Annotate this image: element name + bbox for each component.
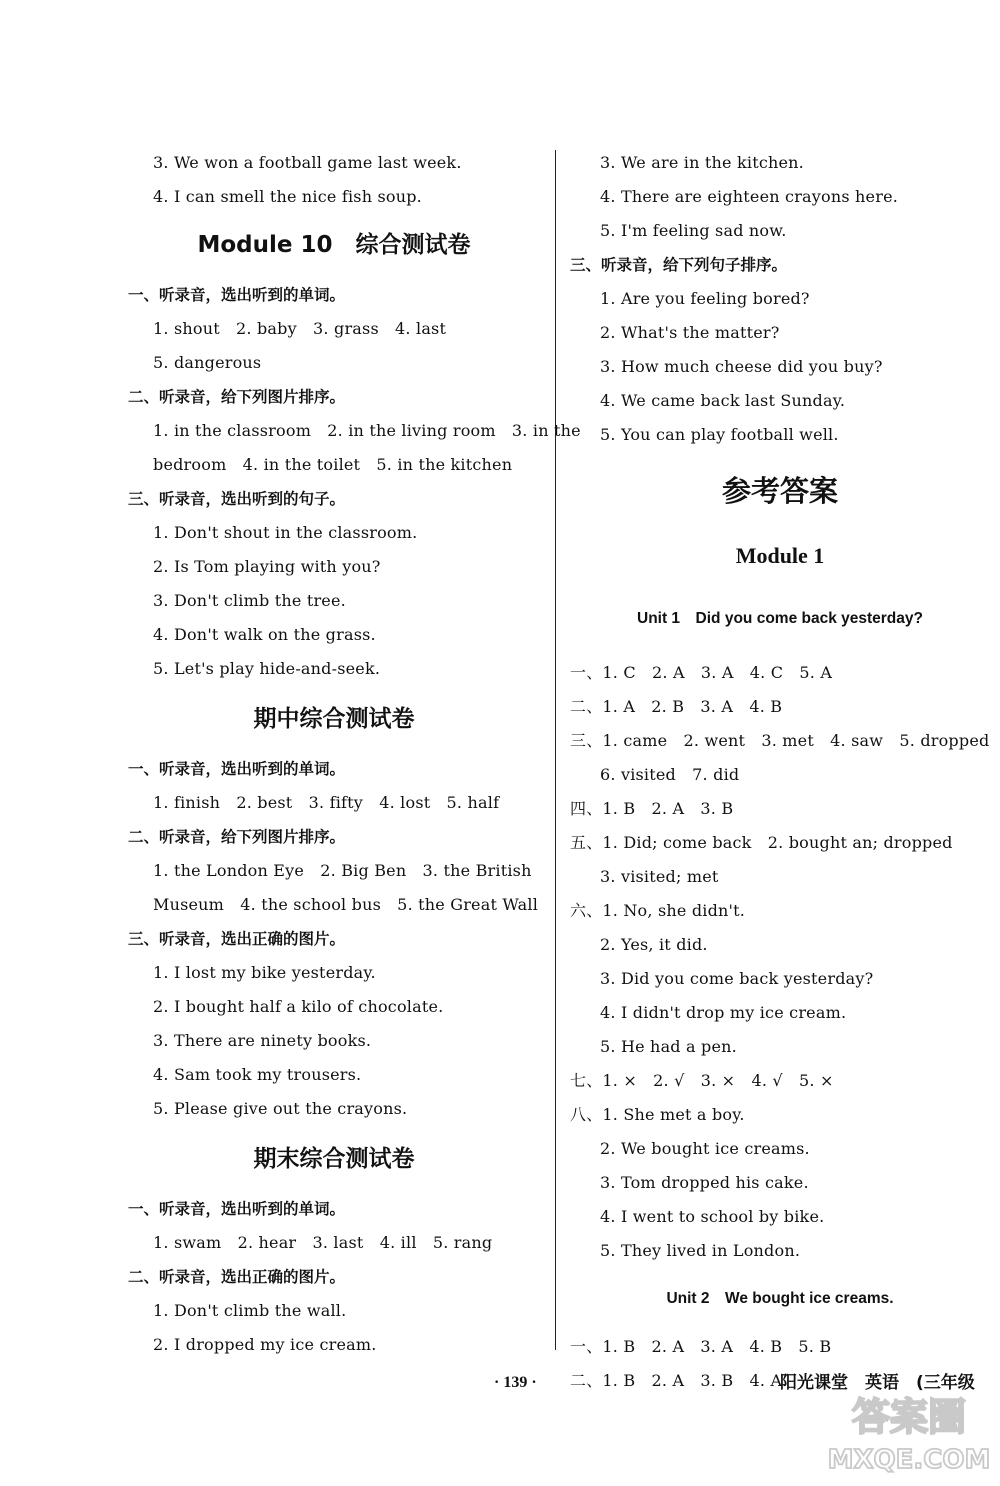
answer-line: 四、1. B 2. A 3. B	[570, 799, 734, 818]
answer-line: 3. Tom dropped his cake.	[600, 1173, 809, 1192]
section-heading: 三、听录音，选出听到的句子。	[128, 490, 346, 508]
text-line: 1. finish 2. best 3. fifty 4. lost 5. half	[153, 793, 500, 812]
text-line: 4. Don't walk on the grass.	[153, 625, 376, 644]
text-line: 1. Are you feeling bored?	[600, 289, 810, 308]
section-heading: 二、听录音，给下列图片排序。	[128, 388, 346, 406]
text-line: 5. Please give out the crayons.	[153, 1099, 408, 1118]
unit2-heading: Unit 2 We bought ice creams.	[666, 1290, 894, 1307]
text-line: 3. We are in the kitchen.	[600, 153, 804, 172]
unit1-heading: Unit 1 Did you come back yesterday?	[637, 610, 923, 627]
text-line: 1. the London Eye 2. Big Ben 3. the British	[153, 861, 532, 880]
text-line: 1. I lost my bike yesterday.	[153, 963, 376, 982]
text-line: 4. There are eighteen crayons here.	[600, 187, 899, 206]
text-line: 2. Is Tom playing with you?	[153, 557, 381, 576]
section-heading: 一、听录音，选出听到的单词。	[128, 760, 346, 778]
left-column	[128, 146, 581, 1362]
answer-line: 一、1. C 2. A 3. A 4. C 5. A	[570, 663, 833, 682]
text-line: 5. You can play football well.	[600, 425, 839, 444]
watermark-logo	[814, 1378, 994, 1478]
text-line: 3. How much cheese did you buy?	[600, 357, 883, 376]
answer-line: 六、1. No, she didn't.	[570, 901, 746, 920]
answer-line: 八、1. She met a boy.	[570, 1105, 745, 1124]
text-line: 5. Let's play hide-and-seek.	[153, 659, 381, 678]
answer-line: 5. They lived in London.	[600, 1241, 801, 1260]
text-line: 4. I can smell the nice fish soup.	[153, 187, 422, 206]
section-heading: 二、听录音，选出正确的图片。	[128, 1268, 346, 1286]
answer-line: 三、1. came 2. went 3. met 4. saw 5. dropped	[570, 731, 990, 750]
answer-line: 2. We bought ice creams.	[600, 1139, 810, 1158]
section-heading: 一、听录音，选出听到的单词。	[128, 286, 346, 304]
page-number: · 139 ·	[494, 1374, 537, 1391]
answer-line: 3. Did you come back yesterday?	[600, 969, 874, 988]
answer-line: 七、1. × 2. √ 3. × 4. √ 5. ×	[570, 1071, 834, 1090]
book-title: 阳光课堂 英语 (三年级	[780, 1373, 975, 1393]
text-line: 1. in the classroom 2. in the living room 3. in the	[153, 421, 581, 440]
answer-line: 五、1. Did; come back 2. bought an; dropped	[570, 833, 953, 852]
answer-line: 二、1. B 2. A 3. B 4. A	[570, 1371, 783, 1390]
answer-line: 6. visited 7. did	[600, 765, 740, 784]
text-line: 5. I'm feeling sad now.	[600, 221, 787, 240]
answer-line: 2. Yes, it did.	[600, 935, 708, 954]
answer-line: 二、1. A 2. B 3. A 4. B	[570, 697, 783, 716]
answer-line: 5. He had a pen.	[600, 1037, 737, 1056]
text-line: 2. What's the matter?	[600, 323, 780, 342]
answer-line: 一、1. B 2. A 3. A 4. B 5. B	[570, 1337, 832, 1356]
text-line: 1. Don't climb the wall.	[153, 1301, 347, 1320]
text-line: 3. Don't climb the tree.	[153, 591, 346, 610]
module-heading: Module 1	[735, 543, 825, 568]
text-line: 1. swam 2. hear 3. last 4. ill 5. rang	[153, 1233, 493, 1252]
answer-line: 4. I went to school by bike.	[600, 1207, 825, 1226]
unit1-answers	[570, 656, 990, 1268]
watermark-url: MXQE.COM	[827, 1445, 991, 1475]
module10-heading: Module 10 综合测试卷	[197, 232, 471, 258]
answer-line: 3. visited; met	[600, 867, 719, 886]
text-line: 3. We won a football game last week.	[153, 153, 462, 172]
text-line: 1. shout 2. baby 3. grass 4. last	[153, 319, 447, 338]
section-heading: 三、听录音，选出正确的图片。	[128, 930, 346, 948]
right-column	[570, 146, 990, 1398]
text-line: Museum 4. the school bus 5. the Great Wall	[153, 895, 539, 914]
section-heading: 一、听录音，选出听到的单词。	[128, 1200, 346, 1218]
watermark-text: 答案圈	[851, 1395, 967, 1439]
text-line: 2. I dropped my ice cream.	[153, 1335, 377, 1354]
text-line: 5. dangerous	[153, 353, 262, 372]
section-heading: 二、听录音，给下列图片排序。	[128, 828, 346, 846]
section-heading: 三、听录音，给下列句子排序。	[570, 256, 788, 274]
midterm-heading: 期中综合测试卷	[253, 706, 415, 732]
final-heading: 期末综合测试卷	[253, 1146, 415, 1172]
text-line: 3. There are ninety books.	[153, 1031, 372, 1050]
text-line: 4. We came back last Sunday.	[600, 391, 846, 410]
text-line: 1. Don't shout in the classroom.	[153, 523, 418, 542]
text-line: bedroom 4. in the toilet 5. in the kitchen	[153, 455, 513, 474]
answer-line: 4. I didn't drop my ice cream.	[600, 1003, 847, 1022]
answers-heading: 参考答案	[721, 474, 838, 508]
column-divider	[555, 150, 556, 1350]
text-line: 2. I bought half a kilo of chocolate.	[153, 997, 444, 1016]
text-line: 4. Sam took my trousers.	[153, 1065, 362, 1084]
